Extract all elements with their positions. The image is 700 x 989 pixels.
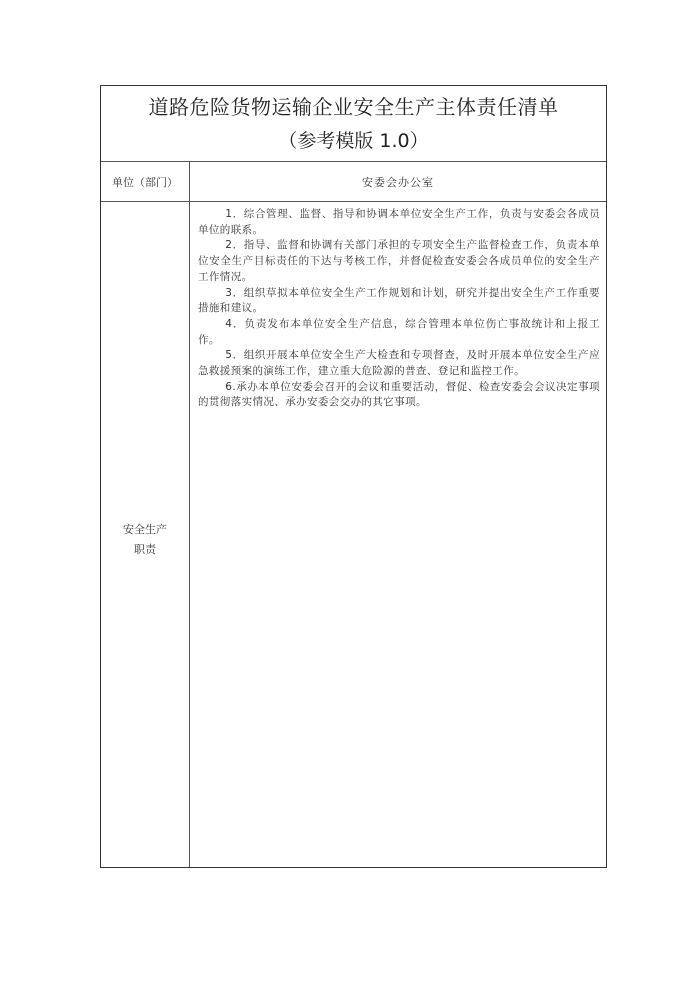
title-row: [101, 86, 606, 162]
unit-label: 单位（部门）: [101, 162, 190, 201]
duty-item-4: 4．负责发布本单位安全生产信息，综合管理本单位伤亡事故统计和上报工作。: [198, 317, 600, 346]
duty-item-3: 3．组织草拟本单位安全生产工作规划和计划，研究并提出安全生产工作重要措施和建议。: [198, 286, 600, 315]
unit-value: 安委会办公室: [362, 175, 434, 189]
duty-row: [101, 202, 606, 867]
document-title: 道路危险货物运输企业安全生产主体责任清单: [148, 95, 559, 119]
unit-row: [101, 162, 606, 202]
duty-label-line1: 安全生产: [123, 522, 167, 536]
duty-item-6: 6.承办本单位安委会召开的会议和重要活动，督促、检查安委会会议决定事项的贯彻落实情况、承办安委会交办的其它事项。: [198, 380, 600, 409]
duty-label: [101, 202, 190, 867]
duty-item-1: 1．综合管理、监督、指导和协调本单位安全生产工作，负责与安委会各成员单位的联系。: [198, 208, 600, 236]
duty-list: [190, 202, 606, 867]
duty-item-2: 2．指导、监督和协调有关部门承担的专项安全生产监督检查工作，负责本单位安全生产目标责任的下达与考核工作，并督促检查安委会各成员单位的安全生产工作情况。: [198, 239, 600, 283]
document-subtitle: （参考模版 1.0）: [278, 130, 429, 152]
duty-item-5: 5．组织开展本单位安全生产大检查和专项督查，及时开展本单位安全生产应急救援预案的演练工作，建立重大危险源的普查、登记和监控工作。: [198, 349, 600, 378]
responsibility-table: [100, 85, 607, 868]
duty-label-line2: 职责: [134, 542, 156, 556]
